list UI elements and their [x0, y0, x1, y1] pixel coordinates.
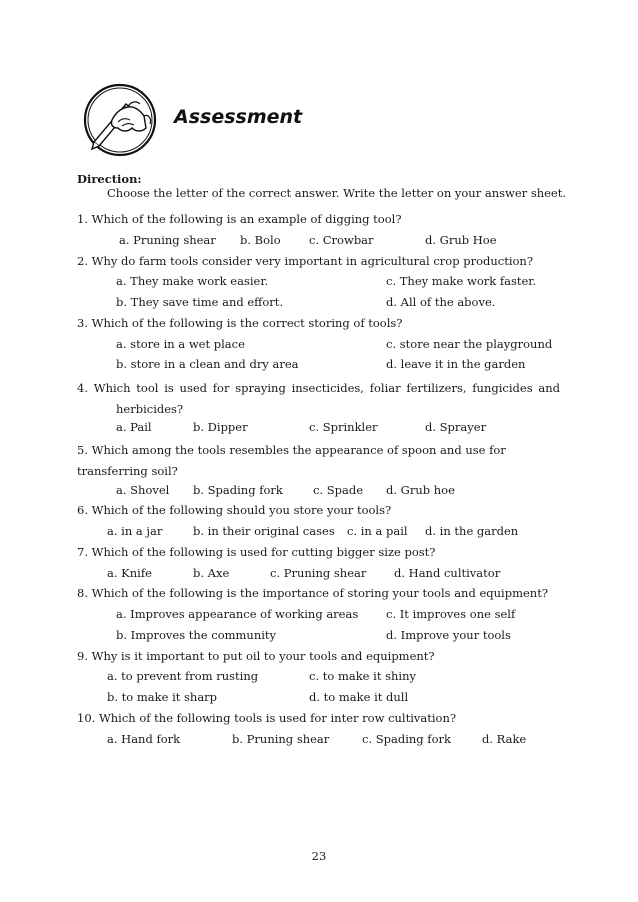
question-7-option-b: b. Axe: [193, 566, 230, 580]
question-4-line-1: 4. Which tool is used for spraying insecticides, foliar fertilizers, fungicides and: [77, 381, 560, 395]
question-10-option-c: c. Spading fork: [362, 732, 451, 746]
direction-label: Direction:: [77, 172, 142, 186]
question-8-option-d: d. Improve your tools: [386, 628, 511, 642]
question-2-option-b: b. They save time and effort.: [116, 295, 284, 309]
question-3-option-d: d. leave it in the garden: [386, 357, 526, 371]
question-8-option-c: c. It improves one self: [386, 607, 516, 621]
question-5-option-b: b. Spading fork: [193, 483, 283, 497]
question-3-option-c: c. store near the playground: [386, 337, 553, 351]
question-4-line-2: herbicides?: [116, 402, 184, 416]
question-7-option-c: c. Pruning shear: [270, 566, 367, 580]
question-7-option-d: d. Hand cultivator: [394, 566, 501, 580]
question-4-option-d: d. Sprayer: [425, 420, 487, 434]
question-2-option-a: a. They make work easier.: [116, 274, 269, 288]
question-9-option-b: b. to make it sharp: [107, 690, 218, 704]
question-9-option-a: a. to prevent from rusting: [107, 669, 259, 683]
page-title: Assessment: [174, 106, 303, 128]
question-5-option-d: d. Grub hoe: [386, 483, 455, 497]
question-8-option-b: b. Improves the community: [116, 628, 277, 642]
question-1-option-c: c. Crowbar: [309, 233, 374, 247]
question-5-text: 5. Which among the tools resembles the appearance of spoon and use for transferring soil?: [77, 443, 506, 478]
question-10-text: 10. Which of the following tools is used for inter row cultivation?: [77, 711, 457, 725]
question-3-option-a: a. store in a wet place: [116, 337, 245, 351]
direction-text: Choose the letter of the correct answer. Write the letter on your answer sheet.: [107, 186, 567, 200]
question-7-option-a: a. Knife: [107, 566, 152, 580]
question-2-text: 2. Why do farm tools consider very important in agricultural crop production?: [77, 254, 534, 268]
question-5-option-c: c. Spade: [313, 483, 364, 497]
question-4-text: [77, 378, 560, 420]
question-1-text: 1. Which of the following is an example of digging tool?: [77, 212, 402, 226]
question-1-option-b: b. Bolo: [240, 233, 281, 247]
question-9-text: 9. Why is it important to put oil to your tools and equipment?: [77, 649, 435, 663]
hand-writing-with-pencil-icon: [82, 82, 158, 158]
question-10-option-a: a. Hand fork: [107, 732, 181, 746]
question-4-option-c: c. Sprinkler: [309, 420, 378, 434]
question-6-option-c: c. in a pail: [347, 524, 408, 538]
question-4-option-a: a. Pail: [116, 420, 152, 434]
question-6-option-a: a. in a jar: [107, 524, 163, 538]
question-10-option-b: b. Pruning shear: [232, 732, 330, 746]
question-6-option-b: b. in their original cases: [193, 524, 335, 538]
question-8-text: 8. Which of the following is the importance of storing your tools and equipment?: [77, 586, 549, 600]
question-3-text: 3. Which of the following is the correct storing of tools?: [77, 316, 403, 330]
question-2-option-d: d. All of the above.: [386, 295, 496, 309]
question-7-text: 7. Which of the following is used for cutting bigger size post?: [77, 545, 436, 559]
question-6-text: 6. Which of the following should you store your tools?: [77, 503, 392, 517]
question-3-option-b: b. store in a clean and dry area: [116, 357, 299, 371]
question-10-option-d: d. Rake: [482, 732, 527, 746]
question-1-option-a: a. Pruning shear: [119, 233, 216, 247]
question-6-option-d: d. in the garden: [425, 524, 519, 538]
question-9-option-d: d. to make it dull: [309, 690, 409, 704]
question-4-option-b: b. Dipper: [193, 420, 248, 434]
question-1-option-d: d. Grub Hoe: [425, 233, 497, 247]
question-9-option-c: c. to make it shiny: [309, 669, 416, 683]
question-2-option-c: c. They make work faster.: [386, 274, 537, 288]
question-5-option-a: a. Shovel: [116, 483, 170, 497]
page-number: 23: [311, 849, 327, 863]
question-8-option-a: a. Improves appearance of working areas: [116, 607, 359, 621]
